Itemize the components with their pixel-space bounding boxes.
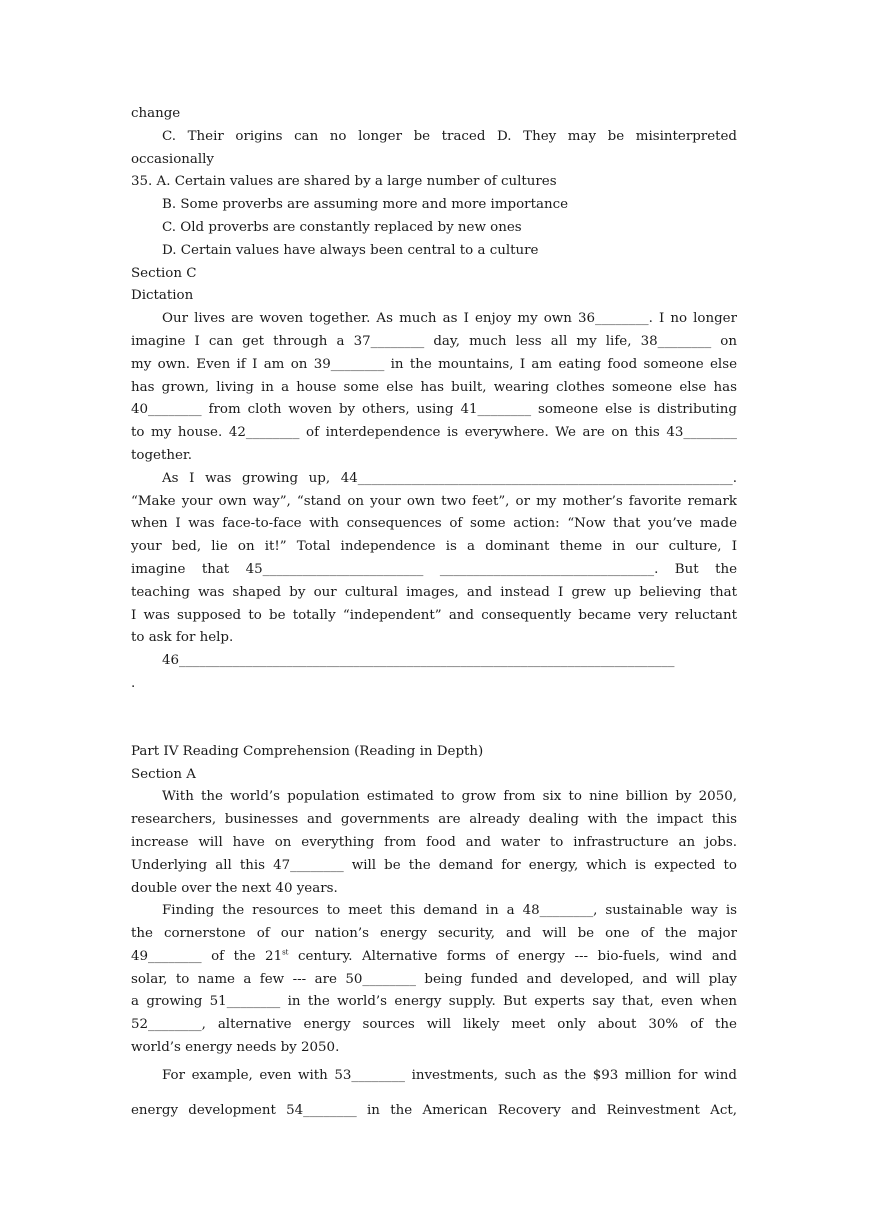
text-line: to my house. 42________ of interdependence is everywhere. We are on this 43________ (131, 425, 737, 441)
spacer (131, 696, 737, 741)
section-heading: Section C (131, 265, 197, 281)
text-line: occasionally (131, 151, 214, 167)
text-line: researchers, businesses and governments are already dealing with the impact this (131, 812, 737, 828)
text-line: solar, to name a few --- are 50________ being funded and developed, and will play (131, 971, 737, 987)
text-line: As I was growing up, 44________________________________________________________. (162, 470, 737, 486)
dictation-paragraph-1 (131, 308, 737, 468)
text-line: when I was face-to-face with consequences of some action: “Now that you’ve made (131, 516, 737, 532)
text-line: teaching was shaped by our cultural images, and instead I grew up believing that (131, 584, 737, 600)
part-iv (131, 741, 737, 1123)
text-line: the cornerstone of our nation’s energy security, and will be one of the major (131, 926, 737, 942)
text-line: has grown, living in a house some else has built, wearing clothes someone else has (131, 379, 737, 395)
dictation-paragraph-3 (131, 650, 737, 696)
reading-paragraph-3 (131, 1065, 737, 1123)
text-line: I was supposed to be totally “independent” and consequently became very reluctant (131, 607, 737, 623)
text-line: together. (131, 447, 193, 463)
text-line: With the world’s population estimated to grow from six to nine billion by 2050, (162, 789, 737, 805)
text-line: double over the next 40 years. (131, 880, 338, 896)
question-options (131, 103, 737, 263)
section-heading: Section A (131, 766, 196, 782)
document-page (131, 103, 737, 1122)
reading-paragraph-1 (131, 786, 737, 900)
section-subheading: Dictation (131, 288, 194, 304)
text-line: world’s energy needs by 2050. (131, 1040, 340, 1056)
part-heading: Part IV Reading Comprehension (Reading in Depth) (131, 743, 484, 759)
reading-paragraph-2 (131, 900, 737, 1060)
text-line: “Make your own way”, “stand on your own two feet”, or my mother’s favorite remark (131, 493, 737, 509)
text-run: century. Alternative forms of energy --- bio-fuels, wind and (288, 948, 737, 964)
text-line (131, 946, 737, 969)
text-line: 40________ from cloth woven by others, using 41________ someone else is distributing (131, 402, 737, 418)
option-c: C. Old proverbs are constantly replaced by new ones (162, 219, 522, 235)
text-line: change (131, 106, 181, 121)
text-line: your bed, lie on it!” Total independence is a dominant theme in our culture, I (131, 539, 737, 555)
option-line: C. Their origins can no longer be traced D. They may be misinterpreted (162, 128, 737, 144)
text-line: to ask for help. (131, 630, 234, 646)
text-line: 46__________________________________________________________________________ (162, 653, 675, 669)
text-line: increase will have on everything from food and water to infrastructure an jobs. (131, 834, 737, 850)
section-c (131, 263, 737, 696)
text-line: my own. Even if I am on 39________ in the mountains, I am eating food someone else (131, 356, 737, 372)
question-35: 35. A. Certain values are shared by a large number of cultures (131, 174, 557, 190)
text-line: . (131, 675, 136, 691)
text-line: 52________, alternative energy sources will likely meet only about 30% of the (131, 1017, 737, 1033)
dictation-paragraph-2 (131, 468, 737, 650)
text-line: For example, even with 53________ investments, such as the $93 million for wind (162, 1067, 737, 1083)
option-b: B. Some proverbs are assuming more and more importance (162, 197, 568, 213)
text-line: a growing 51________ in the world’s energy supply. But experts say that, even when (131, 994, 737, 1010)
text-line: energy development 54________ in the American Recovery and Reinvestment Act, (131, 1102, 737, 1118)
text-line: Our lives are woven together. As much as I enjoy my own 36________. I no longer (162, 311, 737, 327)
option-d: D. Certain values have always been central to a culture (162, 242, 539, 258)
text-run: 49________ of the 21 (131, 948, 283, 964)
text-line: imagine that 45________________________ ________________________________. But the (131, 561, 737, 577)
spacer (131, 1088, 737, 1100)
text-line: Finding the resources to meet this demand in a 48________, sustainable way is (162, 903, 737, 919)
text-line: Underlying all this 47________ will be the demand for energy, which is expected to (131, 857, 737, 873)
superscript: st (282, 948, 289, 957)
text-line: imagine I can get through a 37________ day, much less all my life, 38________ on (131, 333, 737, 349)
